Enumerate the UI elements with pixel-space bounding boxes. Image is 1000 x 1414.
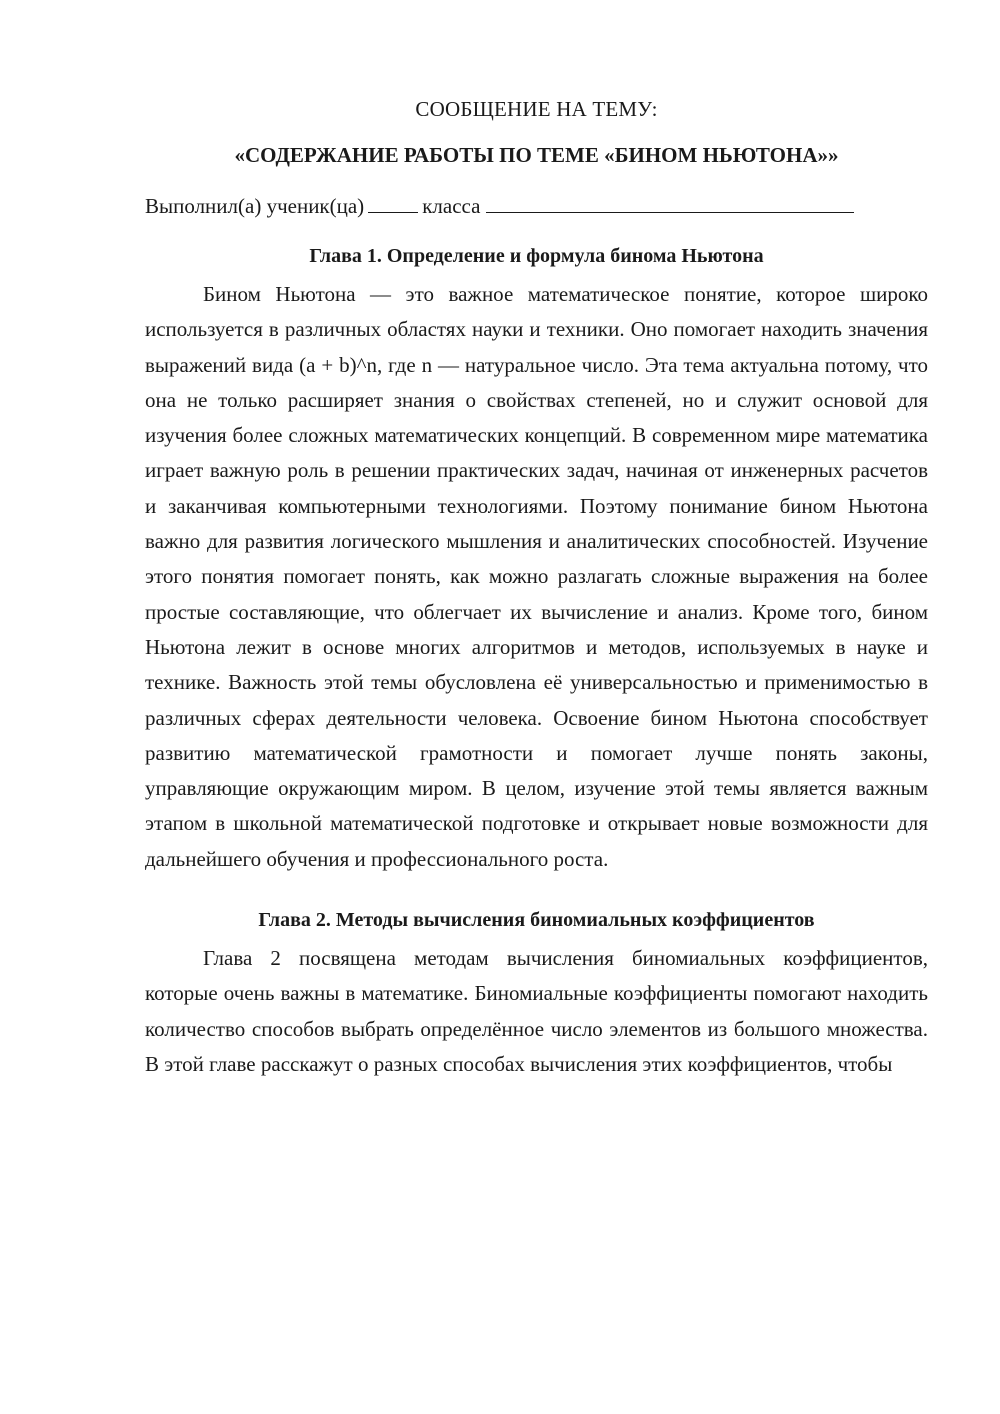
name-blank: [486, 190, 854, 213]
performed-by-label: Выполнил(а) ученик(ца): [145, 194, 365, 218]
chapter-1-heading: Глава 1. Определение и формула бинома Ньютона: [309, 245, 764, 267]
class-label: класса: [422, 194, 481, 218]
document-topic: СООБЩЕНИЕ НА ТЕМУ:: [415, 97, 658, 121]
author-line: [145, 189, 928, 223]
chapter-1-paragraph: Бином Ньютона — это важное математическое понятие, которое широко используется в различных областях науки и техники. Оно помогает находить значения выражений вида (a + b)^n, где n — натуральное число. Эта тема актуальна потому, что она не только расширяет знания о свойствах степеней, но и служит основой для изучения более сложных математических концепций. В современном мире математика играет важную роль в решении практических задач, начиная от инженерных расчетов и заканчивая компьютерными технологиями. Поэтому понимание бином Ньютона важно для развития логического мышления и аналитических способностей. Изучение этого понятия помогает понять, как можно разлагать сложные выражения на более простые составляющие, что облегчает их вычисление и анализ. Кроме того, бином Ньютона лежит в основе многих алгоритмов и методов, используемых в науке и технике. Важность этой темы обусловлена её универсальностью и применимостью в различных сферах деятельности человека. Освоение бином Ньютона способствует развитию математической грамотности и помогает лучше понять законы, управляющие окружающим миром. В целом, изучение этой темы является важным этапом в школьной математической подготовке и открывает новые возможности для дальнейшего обучения и профессионального роста.: [145, 282, 928, 871]
chapter-2-heading: Глава 2. Методы вычисления биномиальных коэффициентов: [258, 909, 815, 932]
document-title: «СОДЕРЖАНИЕ РАБОТЫ ПО ТЕМЕ «БИНОМ НЬЮТОНА»»: [234, 143, 839, 167]
document-page: [145, 92, 928, 1082]
chapter-2-paragraph: Глава 2 посвящена методам вычисления биномиальных коэффициентов, которые очень важны в математике. Биномиальные коэффициенты помогают находить количество способов выбрать определённое число элементов из большого множества. В этой главе расскажут о разных способах вычисления этих коэффициентов, чтобы: [145, 946, 928, 1076]
grade-blank: [368, 190, 418, 213]
